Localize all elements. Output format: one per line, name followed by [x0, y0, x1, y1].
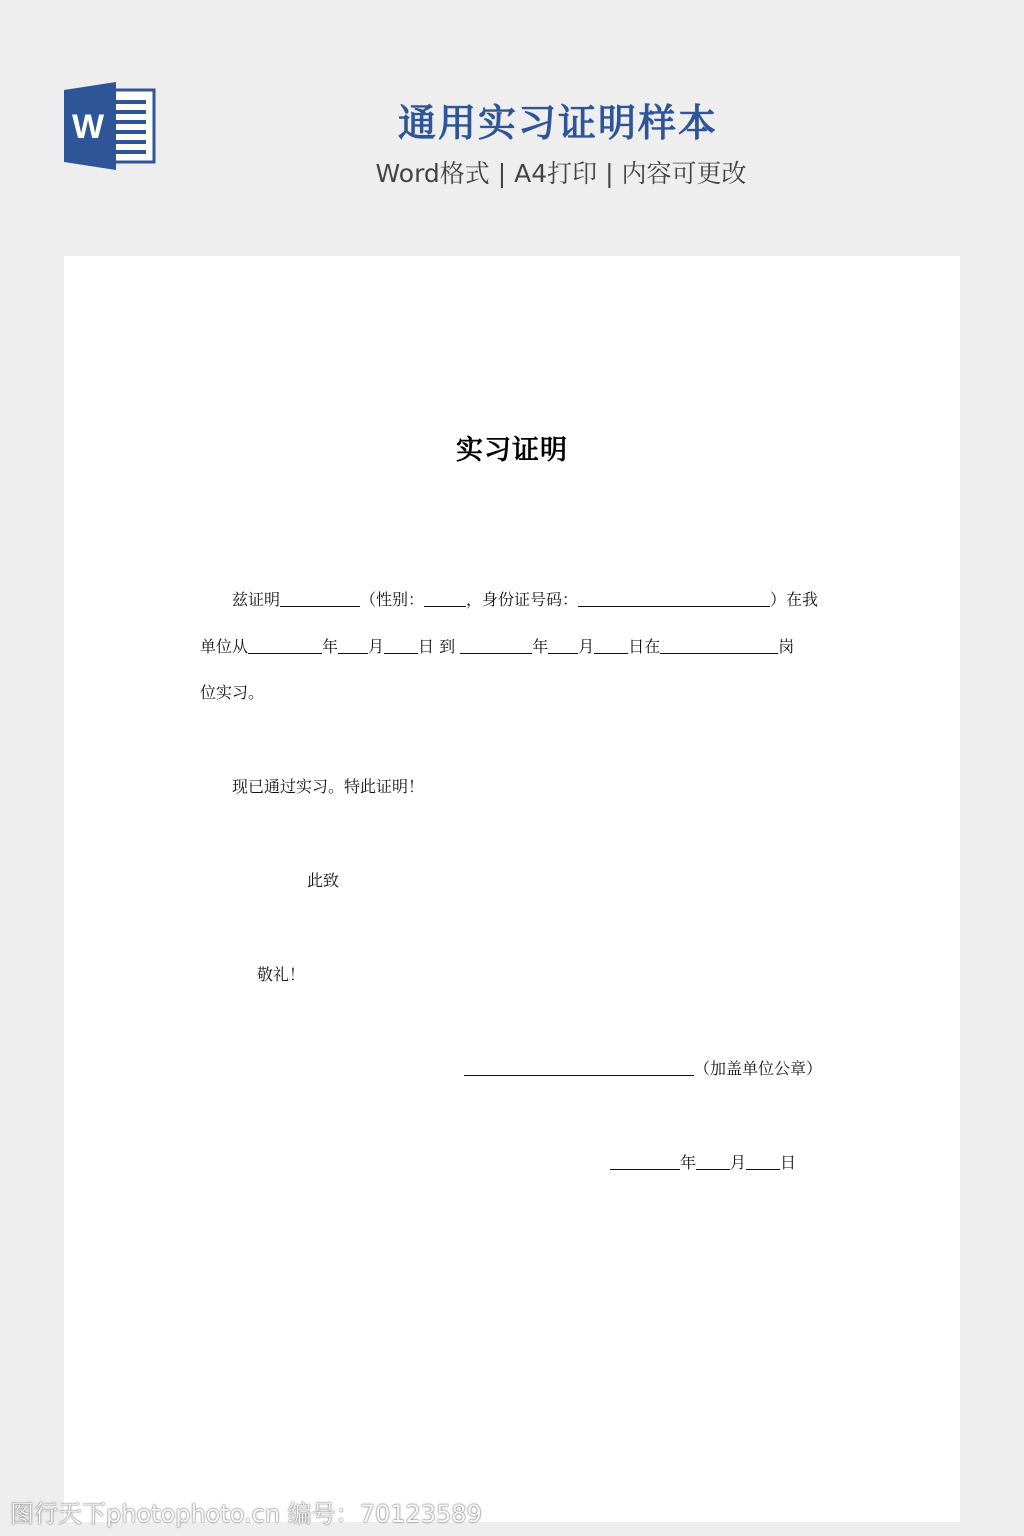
date-line [610, 1153, 796, 1173]
gender-blank[interactable] [424, 591, 466, 607]
regards-line: 敬礼！ [257, 965, 306, 984]
certify-suffix: ）在我 [770, 590, 819, 609]
year2-label: 年 [532, 637, 549, 656]
watermark: 图行天下photophoto.cn 编号：70123589 [10, 1500, 482, 1528]
month2-label: 月 [578, 637, 595, 656]
document-title: 实习证明 [456, 435, 568, 466]
passed-line: 现已通过实习。特此证明！ [232, 777, 425, 796]
salutation-line: 此致 [307, 871, 340, 890]
word-icon-letter: W [71, 108, 105, 146]
start-month-blank[interactable] [338, 638, 368, 654]
page-title: 通用实习证明样本 [397, 101, 718, 145]
period-line [200, 637, 794, 657]
sign-day-label: 日 [780, 1153, 797, 1172]
page-subtitle: Word格式 | A4打印 | 内容可更改 [375, 159, 747, 188]
position-blank[interactable] [660, 638, 778, 654]
start-day-blank[interactable] [384, 638, 418, 654]
sign-month-blank[interactable] [696, 1154, 730, 1170]
month-label: 月 [368, 637, 385, 656]
gender-label: （性别： [360, 590, 425, 609]
id-label: ，身份证号码： [466, 590, 579, 609]
certify-prefix: 兹证明 [232, 590, 281, 609]
certify-line [232, 590, 818, 610]
sign-day-blank[interactable] [746, 1154, 780, 1170]
end-day-blank[interactable] [594, 638, 628, 654]
end-month-blank[interactable] [548, 638, 578, 654]
seal-line [464, 1059, 822, 1079]
day-to-label: 日 到 [418, 637, 461, 656]
seal-label: （加盖单位公章） [694, 1059, 823, 1078]
day-at-label: 日在 [628, 637, 661, 656]
period-prefix: 单位从 [200, 637, 249, 656]
internship-line: 位实习。 [200, 683, 265, 702]
word-document-icon [64, 82, 156, 170]
end-year-blank[interactable] [460, 638, 532, 654]
sign-year-label: 年 [680, 1153, 697, 1172]
name-blank[interactable] [280, 591, 360, 607]
start-year-blank[interactable] [248, 638, 322, 654]
sign-month-label: 月 [730, 1153, 747, 1172]
document-page [64, 256, 960, 1522]
position-suffix: 岗 [778, 637, 795, 656]
seal-blank[interactable] [464, 1060, 694, 1076]
year-label: 年 [322, 637, 339, 656]
id-number-blank[interactable] [578, 591, 770, 607]
sign-year-blank[interactable] [610, 1154, 680, 1170]
